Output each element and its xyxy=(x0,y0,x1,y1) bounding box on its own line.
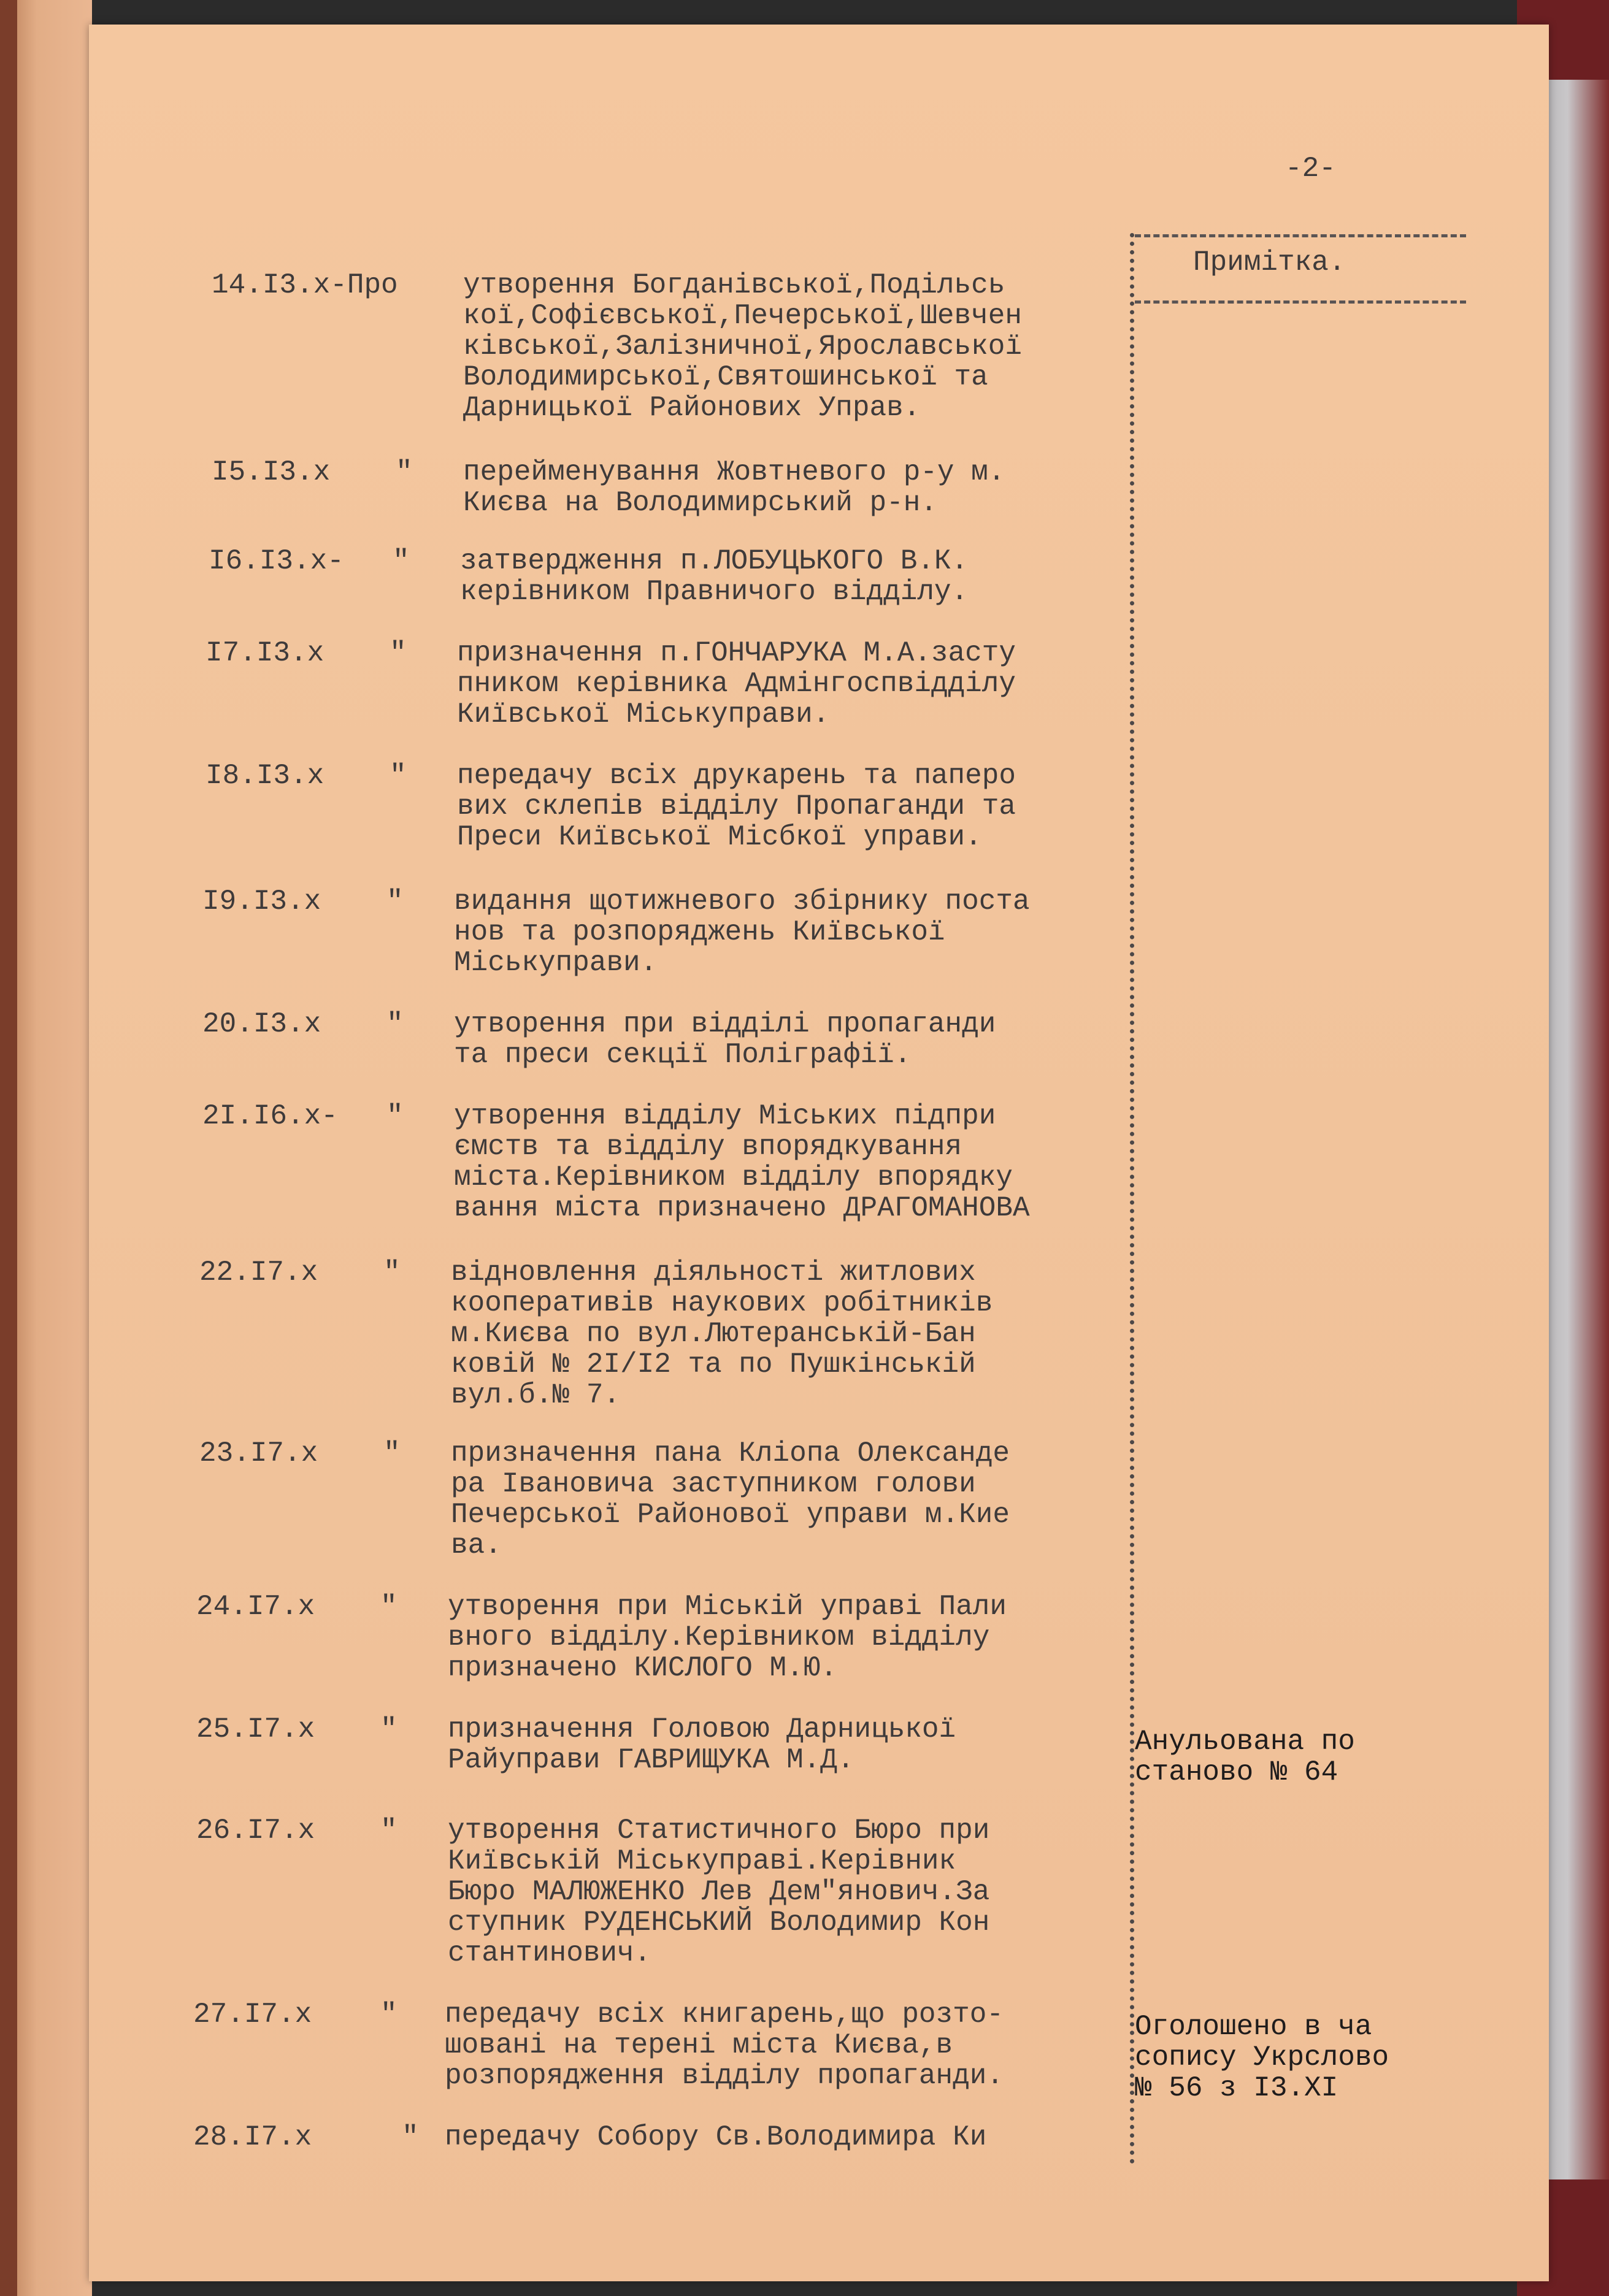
entry-date: 27.I7.x xyxy=(193,1999,312,2030)
entry-text-line: Володимирської,Святошинської та xyxy=(463,361,988,393)
entry-date: I5.I3.x xyxy=(212,456,331,488)
entry-date: I6.I3.x- xyxy=(209,545,344,577)
entry-text-line: Києва на Володимирський р-н. xyxy=(463,487,937,519)
ditto-mark: " xyxy=(390,637,407,669)
entry-text-line: пником керівника Адмінгоспвідділу xyxy=(457,668,1016,700)
entry-text-line: Бюро МАЛЮЖЕНКО Лев Дем"янович.За xyxy=(448,1876,990,1908)
entry-text-line: призначення Головою Дарницької xyxy=(448,1713,956,1745)
notes-header-rule-top xyxy=(1135,234,1466,237)
entry-text-line: відновлення діяльності житлових xyxy=(451,1257,976,1288)
ditto-mark: " xyxy=(396,456,413,488)
entry-text-line: призначення п.ГОНЧАРУКА М.А.засту xyxy=(457,637,1016,669)
entry-date: 24.I7.x xyxy=(196,1591,315,1623)
entry-text xyxy=(454,1101,1030,1223)
entry-text xyxy=(448,1815,989,1969)
entry-note-line: станово № 64 xyxy=(1135,1756,1338,1788)
entry-text-line: Райуправи ГАВРИЩУКА М.Д. xyxy=(448,1744,854,1776)
entry-text-line: утворення відділу Міських підпри xyxy=(454,1100,996,1132)
entry-note-line: № 56 з I3.XI xyxy=(1135,2072,1338,2104)
entry-text-line: Київській Міськуправі.Керівник xyxy=(448,1845,956,1877)
entry-date: 14.I3.x-Про xyxy=(212,269,398,301)
entry-text-line: нов та розпоряджень Київської xyxy=(454,916,945,948)
entry-text-line: ступник РУДЕНСЬКИЙ Володимир Кон xyxy=(448,1907,990,1938)
entry-text xyxy=(451,1257,993,1410)
entry-note-line: Оголошено в ча xyxy=(1135,2011,1372,2043)
entry-date: 2I.I6.x- xyxy=(202,1100,338,1132)
entry-text xyxy=(448,1714,956,1775)
entry-text-line: ва. xyxy=(451,1529,502,1561)
ditto-mark: " xyxy=(390,760,407,792)
ditto-mark: " xyxy=(380,1815,397,1846)
entry-text-line: керівником Правничого відділу. xyxy=(460,576,969,608)
entry-text-line: Міськуправи. xyxy=(454,947,658,979)
entry-text-line: Київської Міськуправи. xyxy=(457,698,830,730)
ditto-mark: " xyxy=(380,1591,397,1623)
entry-text xyxy=(451,1438,1010,1561)
ditto-mark: " xyxy=(380,1999,397,2030)
entry-text-line: Преси Київської Місбкої управи. xyxy=(457,821,982,853)
entry-text-line: ра Івановича заступником голови xyxy=(451,1468,976,1500)
ditto-mark: " xyxy=(383,1437,401,1469)
entry-text xyxy=(445,1999,1004,2091)
entry-text-line: ковій № 2I/I2 та по Пушкінській xyxy=(451,1349,976,1380)
entry-date: 20.I3.x xyxy=(202,1008,321,1040)
entry-text-line: утворення Статистичного Бюро при xyxy=(448,1815,990,1846)
entry-text-line: вул.б.№ 7. xyxy=(451,1379,621,1411)
entry-text-line: передачу всіх книгарень,що розто- xyxy=(445,1999,1004,2030)
entry-text-line: вання міста призначено ДРАГОМАНОВА xyxy=(454,1192,1030,1224)
entry-text-line: кої,Софієвської,Печерської,Шевчен xyxy=(463,300,1022,332)
entry-text-line: передачу всіх друкарень та паперо xyxy=(457,760,1016,792)
ditto-mark: " xyxy=(386,1008,404,1040)
ditto-mark: " xyxy=(380,1713,397,1745)
ditto-mark: " xyxy=(386,1100,404,1132)
entry-text xyxy=(448,1591,1007,1683)
entry-text xyxy=(463,270,1022,423)
entry-text-line: Дарницької Районових Управ. xyxy=(463,392,921,424)
entry-text-line: затвердження п.ЛОБУЦЬКОГО В.К. xyxy=(460,545,969,577)
notes-header-rule-bottom xyxy=(1135,300,1466,304)
entry-text-line: вих склепів відділу Пропаганди та xyxy=(457,790,1016,822)
entry-text-line: утворення при Міській управі Пали xyxy=(448,1591,1007,1623)
entry-text xyxy=(454,1009,996,1070)
entry-date: 22.I7.x xyxy=(199,1257,318,1288)
entry-note xyxy=(1135,2011,1389,2103)
entry-note xyxy=(1135,1726,1355,1788)
entry-date: I9.I3.x xyxy=(202,886,321,917)
ditto-mark: " xyxy=(383,1257,401,1288)
entry-text-line: стантинович. xyxy=(448,1937,651,1969)
entry-text-line: вного відділу.Керівником відділу xyxy=(448,1621,990,1653)
ditto-mark: " xyxy=(393,545,410,577)
entry-text-line: ківської,Залізничної,Ярославської xyxy=(463,331,1022,362)
entry-date: 28.I7.x xyxy=(193,2121,312,2153)
entry-text xyxy=(457,638,1016,730)
entry-text-line: та преси секції Поліграфії. xyxy=(454,1039,912,1071)
entry-text-line: утворення при відділі пропаганди xyxy=(454,1008,996,1040)
entry-text-line: перейменування Жовтневого р-у м. xyxy=(463,456,1005,488)
entry-text-line: видання щотижневого збірнику поста xyxy=(454,886,1030,917)
left-binding-edge xyxy=(0,0,17,2296)
notes-header: Примітка. xyxy=(1193,247,1346,278)
entry-note-line: сопису Укрслово xyxy=(1135,2042,1389,2073)
entry-text xyxy=(460,546,968,607)
page-number: -2- xyxy=(1285,153,1336,185)
entry-text-line: кооперативів наукових робітників xyxy=(451,1287,993,1319)
entry-text-line: міста.Керівником відділу впорядку xyxy=(454,1161,1013,1193)
entry-text xyxy=(457,760,1016,852)
entry-note-line: Анульована по xyxy=(1135,1726,1355,1758)
entry-date: 23.I7.x xyxy=(199,1437,318,1469)
entry-text-line: м.Києва по вул.Лютеранській-Бан xyxy=(451,1318,976,1350)
entry-text-line: утворення Богданівської,Подільсь xyxy=(463,269,1005,301)
entry-date: I7.I3.x xyxy=(205,637,324,669)
entry-text-line: призначено КИСЛОГО М.Ю. xyxy=(448,1652,837,1684)
notes-column-divider xyxy=(1130,233,1134,2165)
entry-text xyxy=(445,2122,986,2152)
entry-text-line: ємств та відділу впорядкування xyxy=(454,1131,962,1163)
entry-text xyxy=(463,457,1005,518)
entry-date: I8.I3.x xyxy=(205,760,324,792)
entry-date: 25.I7.x xyxy=(196,1713,315,1745)
entry-text-line: розпорядження відділу пропаганди. xyxy=(445,2060,1004,2092)
entry-text-line: Печерської Районової управи м.Кие xyxy=(451,1499,1010,1531)
ditto-mark: " xyxy=(386,886,404,917)
entry-text-line: передачу Собору Св.Володимира Ки xyxy=(445,2121,987,2153)
ditto-mark: " xyxy=(402,2121,419,2153)
entry-text xyxy=(454,886,1030,978)
entry-date: 26.I7.x xyxy=(196,1815,315,1846)
entry-text-line: шовані на терені міста Києва,в xyxy=(445,2029,953,2061)
entry-text-line: призначення пана Кліопа Олександе xyxy=(451,1437,1010,1469)
